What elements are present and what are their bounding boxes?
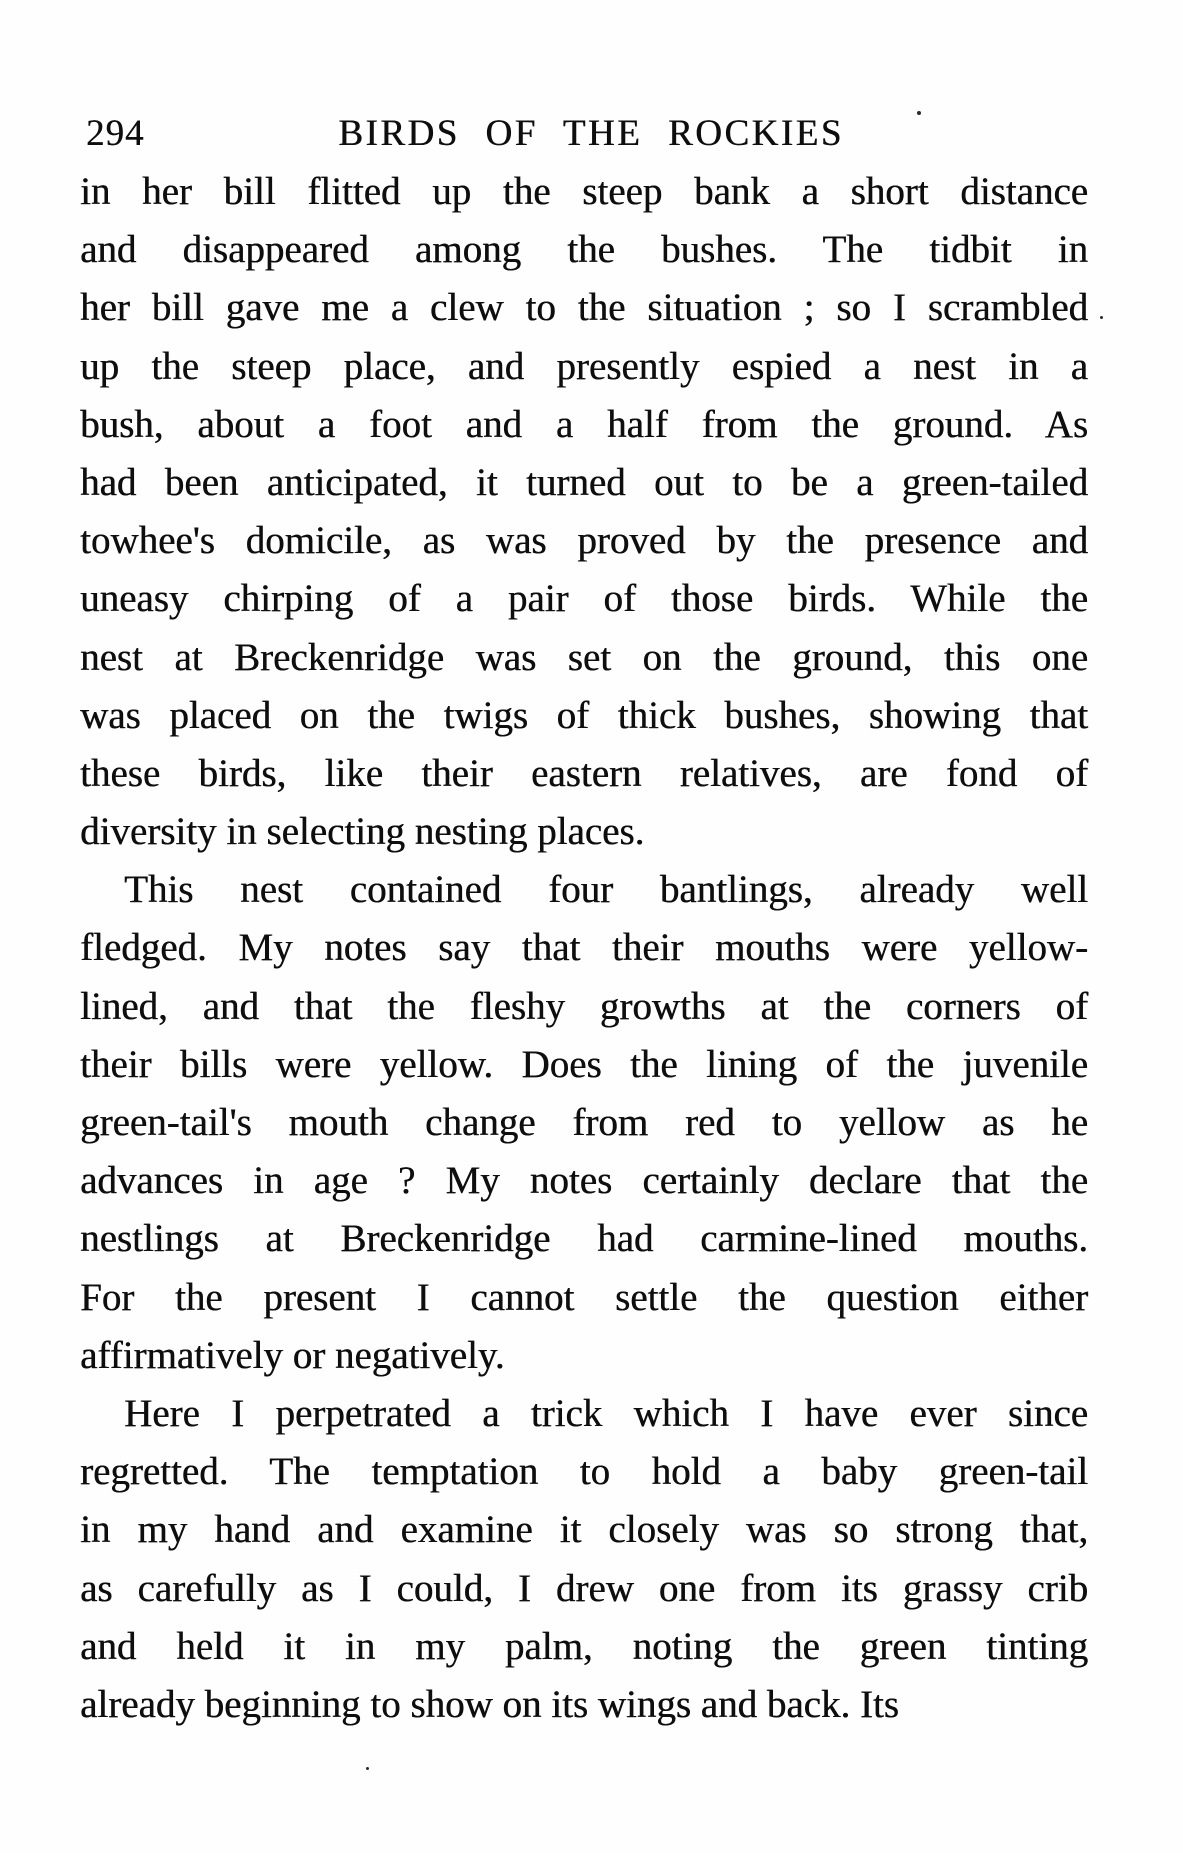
text-line: towhee's domicile, as was proved by the presence and <box>80 519 1088 563</box>
text-line: already beginning to show on its wings and back. Its <box>80 1682 899 1726</box>
text-line: in her bill flitted up the steep bank a short distance <box>80 170 1088 213</box>
text-line: affirmatively or negatively. <box>80 1333 505 1377</box>
text-line: nestlings at Breckenridge had carmine-lined mouths. <box>80 1217 1088 1261</box>
body-text <box>80 163 1088 1734</box>
text-line: For the present I cannot settle the question either <box>80 1275 1088 1319</box>
text-line: uneasy chirping of a pair of those birds. While the <box>80 577 1088 621</box>
scan-speck <box>1100 316 1103 319</box>
text-line: diversity in selecting nesting places. <box>80 810 645 854</box>
text-line: up the steep place, and presently espied a nest in a <box>80 344 1088 388</box>
text-line: fledged. My notes say that their mouths were yellow- <box>80 926 1088 970</box>
text-line: regretted. The temptation to hold a baby green-tail <box>80 1450 1088 1494</box>
text-line: their bills were yellow. Does the lining of the juvenile <box>80 1042 1088 1086</box>
text-line: had been anticipated, it turned out to be a green-tailed <box>80 460 1088 504</box>
text-line: and held it in my palm, noting the green tinting <box>80 1624 1088 1668</box>
scan-speck <box>366 1767 369 1770</box>
page-number: 294 <box>86 113 145 154</box>
text-line: was placed on the twigs of thick bushes, showing that <box>80 693 1088 737</box>
text-line: in my hand and examine it closely was so strong that, <box>80 1508 1088 1552</box>
text-line: green-tail's mouth change from red to yellow as he <box>80 1101 1088 1144</box>
text-line: bush, about a foot and a half from the ground. As <box>80 402 1088 446</box>
text-line: these birds, like their eastern relatives, are fond of <box>80 751 1088 795</box>
running-title: BIRDS OF THE ROCKIES <box>338 113 844 154</box>
text-line: nest at Breckenridge was set on the ground, this one <box>80 635 1088 679</box>
text-line: her bill gave me a clew to the situation ; so I scrambled <box>80 286 1088 330</box>
scan-speck <box>917 111 921 115</box>
text-line: Here I perpetrated a trick which I have ever since <box>124 1391 1088 1435</box>
text-line: This nest contained four bantlings, already well <box>124 868 1088 912</box>
text-line: and disappeared among the bushes. The tidbit in <box>80 228 1088 272</box>
text-line: advances in age ? My notes certainly declare that the <box>80 1159 1088 1203</box>
page-header <box>80 112 1088 158</box>
text-line: lined, and that the fleshy growths at the corners of <box>80 984 1088 1028</box>
text-line: as carefully as I could, I drew one from its grassy crib <box>80 1566 1088 1610</box>
